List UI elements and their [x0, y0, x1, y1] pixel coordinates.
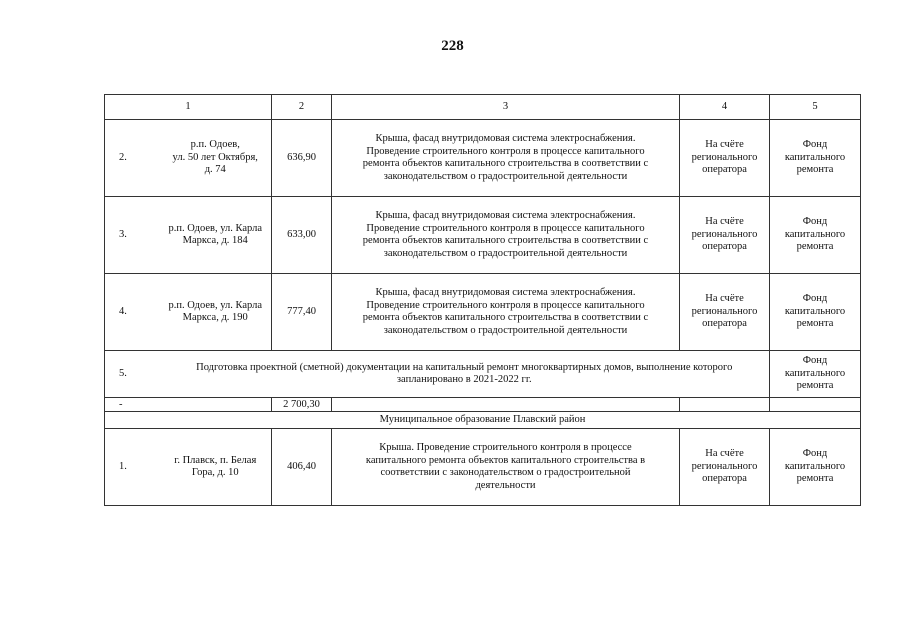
source-line: капитального: [784, 228, 846, 240]
repair-plan-table: [104, 94, 861, 506]
method-cell: [680, 120, 770, 197]
source-line: Фонд: [802, 355, 828, 367]
source-line: Фонд: [802, 293, 828, 305]
source-line: капитального: [784, 151, 846, 163]
row-number: 1.: [105, 429, 160, 506]
method-line: На счёте: [705, 448, 744, 460]
total-empty-cell: [332, 398, 680, 412]
source-line: Фонд: [802, 139, 828, 151]
work-line: Проведение строительного контроля в процессе капитального: [366, 222, 645, 234]
address-line: г. Плавск, п. Белая: [174, 454, 257, 466]
address-line: д. 74: [204, 164, 226, 176]
header-col-5: 5: [770, 95, 861, 120]
source-cell: [770, 429, 861, 506]
row-number: 3.: [105, 197, 160, 274]
method-line: регионального: [691, 305, 758, 317]
method-line: оператора: [702, 318, 747, 330]
table-row: [105, 274, 861, 351]
source-line: капитального: [784, 305, 846, 317]
address-line: Маркса, д. 190: [182, 312, 248, 323]
row-number: 4.: [105, 274, 160, 351]
work-line: законодательством о градостроительной деятельности: [383, 324, 628, 336]
page-number: 228: [441, 38, 464, 54]
method-cell: [680, 274, 770, 351]
work-line: Крыша, фасад внутридомовая система электроснабжения.: [375, 210, 636, 221]
method-line: оператора: [702, 241, 747, 253]
method-line: регионального: [691, 151, 758, 163]
method-line: регионального: [691, 228, 758, 240]
work-line: деятельности: [475, 479, 536, 491]
work-line: законодательством о градостроительной деятельности: [383, 247, 628, 259]
work-line: соответствии с законодательством о градостроительной: [380, 467, 631, 478]
address-line: Гора, д. 10: [191, 467, 239, 478]
table-row: [105, 120, 861, 197]
address-line: ул. 50 лет Октября,: [172, 151, 258, 163]
municipality-row: [105, 412, 861, 429]
work-cell: [332, 429, 680, 506]
design-work-line: запланировано в 2021-2022 гг.: [396, 374, 532, 385]
area-cell: 777,40: [272, 274, 332, 351]
work-cell: [332, 274, 680, 351]
work-line: Крыша. Проведение строительного контроля в процессе: [379, 442, 632, 453]
method-line: На счёте: [705, 293, 744, 305]
work-cell: [332, 120, 680, 197]
source-line: ремонта: [796, 318, 834, 330]
address-line: р.п. Одоев,: [190, 139, 240, 151]
method-line: регионального: [691, 460, 758, 472]
source-line: капитального: [784, 460, 846, 472]
address-cell: [160, 120, 272, 197]
header-col-1: 1: [105, 95, 272, 120]
address-line: р.п. Одоев, ул. Карла: [168, 299, 263, 311]
table-header-row: [105, 95, 861, 120]
area-cell: 633,00: [272, 197, 332, 274]
municipality-title: Муниципальное образование Плавский район: [105, 412, 861, 429]
address-line: Маркса, д. 184: [182, 235, 248, 246]
row-number: 5.: [105, 351, 160, 398]
source-line: капитального: [784, 367, 846, 379]
source-line: ремонта: [796, 164, 834, 176]
source-line: ремонта: [796, 473, 834, 485]
table-row: [105, 351, 861, 398]
address-line: р.п. Одоев, ул. Карла: [168, 222, 263, 234]
method-line: оператора: [702, 473, 747, 485]
method-line: На счёте: [705, 216, 744, 228]
work-line: капитального ремонта объектов капитального строительства в: [365, 454, 646, 466]
source-line: Фонд: [802, 216, 828, 228]
total-empty-cell: [680, 398, 770, 412]
address-cell: [160, 274, 272, 351]
design-work-line: Подготовка проектной (сметной) документации на капитальный ремонт многоквартирных домов, выполнение которого: [196, 361, 733, 373]
area-cell: 636,90: [272, 120, 332, 197]
source-cell: [770, 120, 861, 197]
total-row: [105, 398, 861, 412]
source-line: ремонта: [796, 241, 834, 253]
method-cell: [680, 197, 770, 274]
source-cell: [770, 197, 861, 274]
table-row: [105, 197, 861, 274]
work-line: ремонта объектов капитального строительства в соответствии с: [362, 312, 649, 323]
total-mark: -: [105, 398, 272, 412]
total-area: 2 700,30: [272, 398, 332, 412]
method-line: На счёте: [705, 139, 744, 151]
source-line: Фонд: [802, 448, 828, 460]
work-line: ремонта объектов капитального строительства в соответствии с: [362, 158, 649, 169]
area-cell: 406,40: [272, 429, 332, 506]
source-cell: [770, 274, 861, 351]
header-col-2: 2: [272, 95, 332, 120]
method-cell: [680, 429, 770, 506]
source-cell: [770, 351, 861, 398]
method-line: оператора: [702, 164, 747, 176]
total-empty-cell: [770, 398, 861, 412]
work-line: ремонта объектов капитального строительства в соответствии с: [362, 235, 649, 246]
work-cell: [332, 197, 680, 274]
work-line: Проведение строительного контроля в процессе капитального: [366, 145, 645, 157]
address-cell: [160, 429, 272, 506]
work-line: законодательством о градостроительной деятельности: [383, 170, 628, 182]
row-number: 2.: [105, 120, 160, 197]
source-line: ремонта: [796, 380, 834, 392]
work-line: Крыша, фасад внутридомовая система электроснабжения.: [375, 133, 636, 144]
work-line: Крыша, фасад внутридомовая система электроснабжения.: [375, 287, 636, 298]
table-row: [105, 429, 861, 506]
header-col-3: 3: [332, 95, 680, 120]
design-work-cell: [160, 351, 770, 398]
header-col-4: 4: [680, 95, 770, 120]
work-line: Проведение строительного контроля в процессе капитального: [366, 299, 645, 311]
address-cell: [160, 197, 272, 274]
